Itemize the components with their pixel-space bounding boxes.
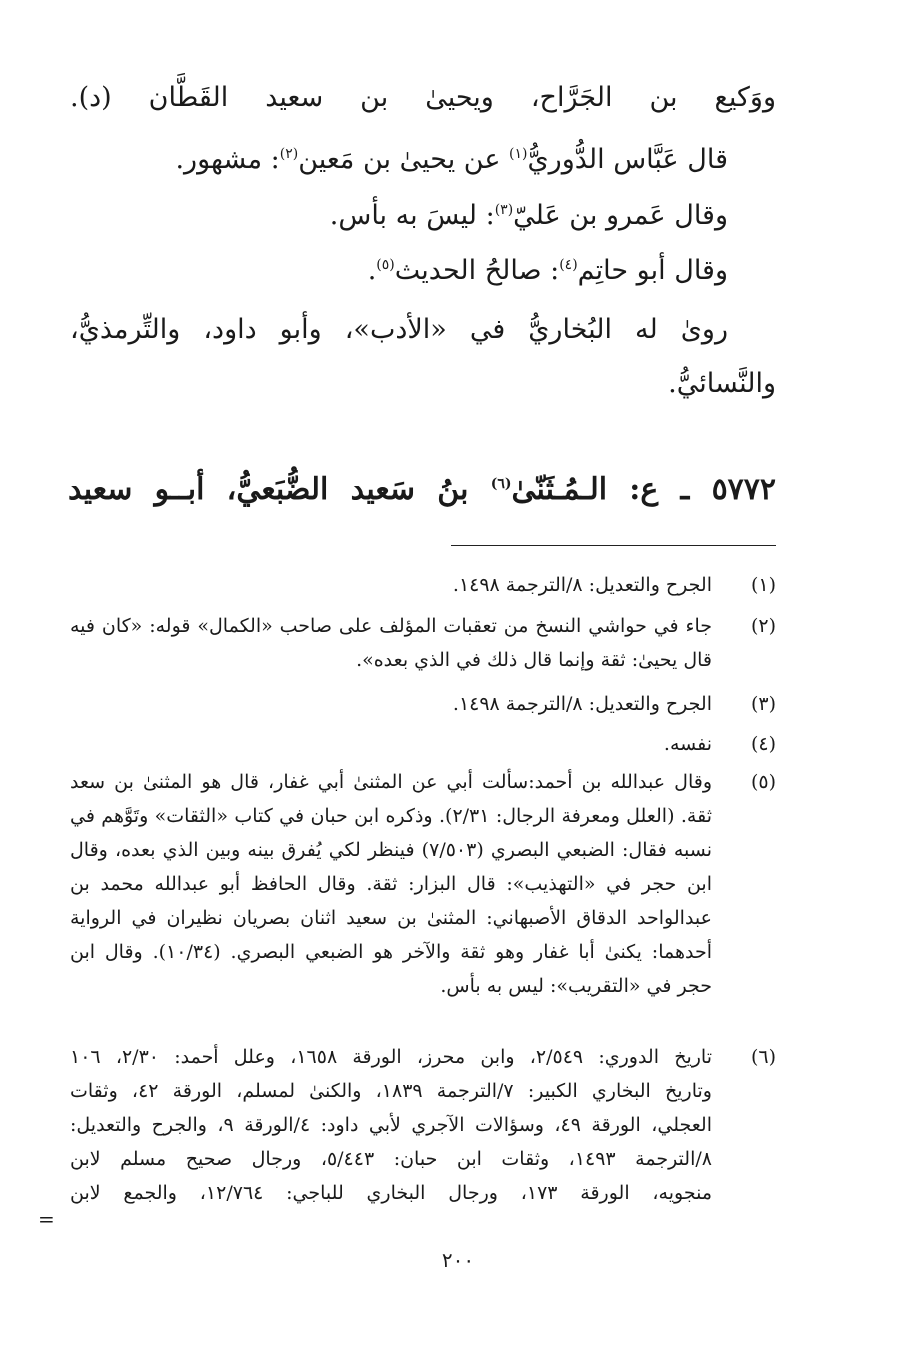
footnote-line: منجويه، الورقة ١٧٣، ورجال البخاري للباجي: ١٢/٧٦٤، والجمع لابن: [70, 1182, 713, 1204]
body-text: والنَّسائيُّ.: [668, 368, 776, 399]
body-line-6: [668, 364, 776, 404]
footnote-separator: [451, 545, 776, 546]
footnote-line: جاء في حواشي النسخ من تعقبات المؤلف على صاحب «الكمال» قوله: «كان فيه: [70, 615, 712, 637]
entry-name: بنُ سَعيد الضُّبَعيُّ، أبــو سعيد: [68, 472, 469, 507]
footnote-line: قال يحيىٰ: ثقة وإنما قال ذلك في الذي بعده».: [356, 649, 712, 671]
body-text: ووَكيع بن الجَرَّاح، ويحيىٰ بن سعيد القَطَّان (د).: [70, 82, 776, 113]
footnote-line: نسبه فقال: الضبعي البصري (٧/٥٠٣) فينظر لكي يُفرق بينه وبين الذي بعده، وقال: [70, 839, 712, 861]
body-text: وقال عَمرو بن عَليّ: [513, 200, 728, 231]
body-line-1: [70, 78, 776, 118]
footnote-line: الجرح والتعديل: ٨/الترجمة ١٤٩٨.: [452, 574, 712, 596]
footnote-5: [70, 765, 776, 1003]
footnote-4: [70, 727, 776, 761]
body-text: : ليسَ به بأس.: [329, 200, 495, 231]
footnote-line: نفسه.: [663, 733, 712, 755]
body-text: .: [367, 255, 377, 286]
footnote-ref[interactable]: (٤): [559, 257, 578, 273]
footnote-line: تاريخ الدوري: ٢/٥٤٩، وابن محرز، الورقة ١٦٥٨، وعلل أحمد: ٢/٣٠، ١٠٦: [70, 1046, 713, 1068]
footnote-3: [70, 687, 776, 721]
footnote-ref[interactable]: (٦): [490, 476, 512, 492]
footnote-ref[interactable]: (٢): [279, 146, 299, 162]
footnote-line: حجر في «التقريب»: ليس به بأس.: [440, 975, 712, 997]
footnote-line: وتاريخ البخاري الكبير: ٧/الترجمة ١٨٣٩، والكنىٰ لمسلم، الورقة ٤٢، وثقات: [70, 1080, 712, 1102]
footnote-line: وقال عبدالله بن أحمد:سألت أبي عن المثنىٰ أبي غفار، قال هو المثنىٰ بن سعد: [70, 771, 712, 793]
footnote-line: الجرح والتعديل: ٨/الترجمة ١٤٩٨.: [452, 693, 712, 715]
body-text: : صالحُ الحديث: [394, 255, 560, 286]
body-text: عن يحيىٰ بن مَعين: [298, 144, 501, 175]
footnote-number: (٤): [750, 733, 776, 755]
footnote-number: (٦): [750, 1046, 776, 1068]
footnote-line: ثقة. (العلل ومعرفة الرجال: ٢/٣١). وذكره ابن حبان في كتاب «الثقات» وتَوَّهم في: [70, 805, 712, 827]
footnote-6: [70, 1040, 776, 1210]
entry-number: ٥٧٧٢ ـ ع: الـمُـثَنّىٰ: [511, 472, 777, 507]
entry-heading: [68, 468, 776, 512]
footnote-1: [70, 568, 776, 602]
body-text: روىٰ له البُخاريُّ في «الأدب»، وأبو داود، والتِّرمذيُّ،: [70, 314, 728, 345]
body-text: وقال أبو حاتِم: [577, 255, 728, 286]
footnote-line: العجلي، الورقة ٤٩، وسؤالات الآجري لأبي داود: ٤/الورقة ٩، والجرح والتعديل:: [70, 1114, 712, 1136]
body-line-4: [368, 251, 728, 291]
body-line-2: [175, 140, 728, 180]
footnote-2: [70, 609, 776, 677]
footnote-line: ابن حجر في «التهذيب»: قال البزار: ثقة. وقال الحافظ أبو عبدالله محمد بن: [70, 873, 712, 895]
footnote-line: عبدالواحد الدقاق الأصبهاني: المثنىٰ بن سعيد اثنان بصريان نظيران في الرواية: [70, 907, 712, 929]
footnote-ref[interactable]: (٥): [376, 257, 395, 273]
footnote-number: (٣): [750, 693, 776, 715]
footnote-ref[interactable]: (١): [509, 146, 528, 162]
footnote-line: ٨/الترجمة ١٤٩٣، وثقات ابن حبان: ٥/٤٤٣، ورجال صحيح مسلم لابن: [70, 1148, 712, 1170]
footnote-ref[interactable]: (٣): [494, 202, 514, 218]
page-number: ٢٠٠: [441, 1248, 475, 1272]
body-line-5: [70, 310, 728, 350]
footnote-number: (٥): [750, 771, 776, 793]
footnote-number: (١): [750, 574, 776, 596]
body-line-3: [330, 196, 728, 236]
continuation-mark: =: [38, 1207, 55, 1231]
body-text: قال عَبَّاس الدُّوريُّ: [527, 144, 728, 175]
body-text: : مشهور.: [175, 144, 280, 175]
footnote-number: (٢): [750, 615, 776, 637]
footnote-line: أحدهما: يكنىٰ أبا غفار وهو ثقة والآخر هو الضبعي البصري. (١٠/٣٤). وقال ابن: [70, 941, 713, 963]
